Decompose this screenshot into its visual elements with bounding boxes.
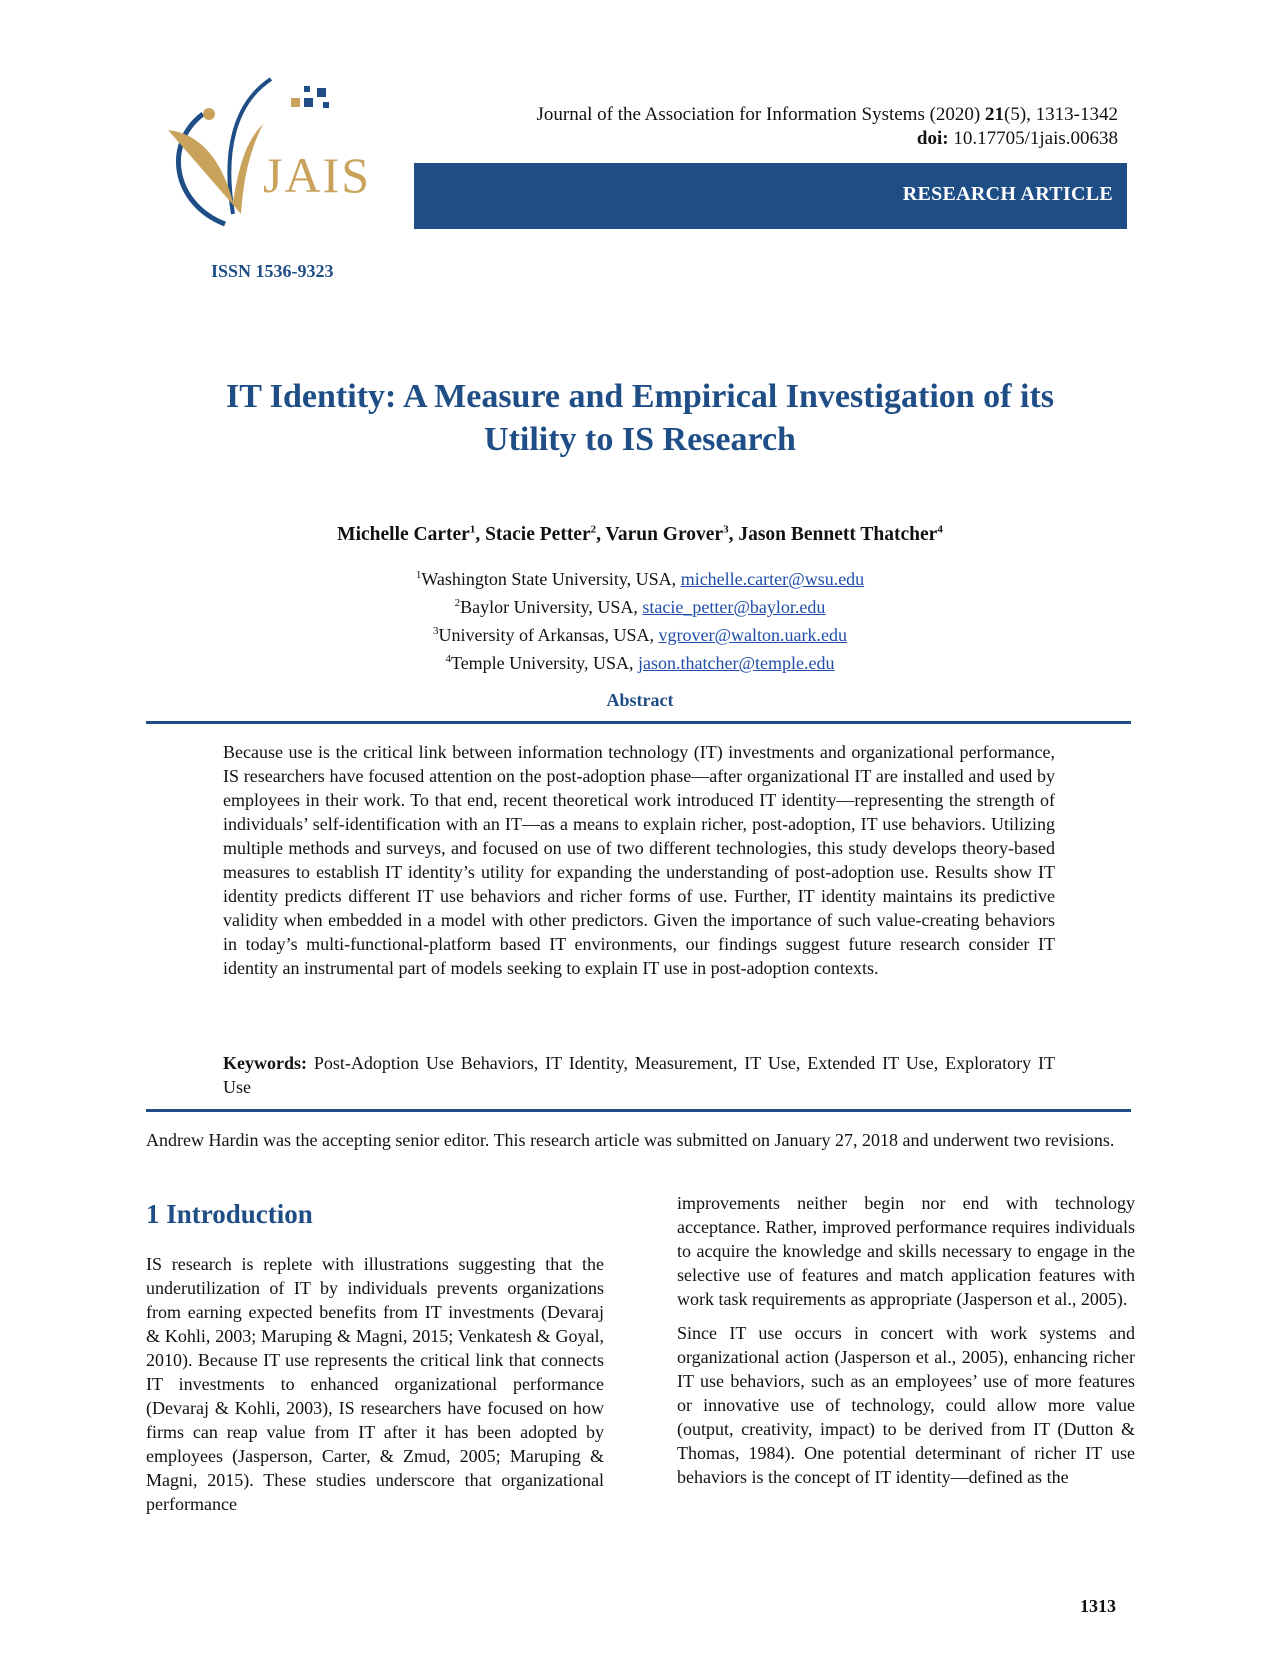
author: Varun Grover$^3$, [605, 523, 739, 545]
keywords: Keywords: Post-Adoption Use Behaviors, IT Identity, Measurement, IT Use, Extended IT Use, Exploratory IT Use [223, 1053, 1055, 1097]
affiliations [150, 563, 1130, 675]
article-type-banner [414, 163, 1127, 229]
jais-logo-mark [163, 74, 395, 234]
email-link[interactable]: michelle.carter@wsu.edu [680, 569, 865, 589]
affiliation: $^4$Temple University, USA, jason.thatcher@temple.edu [445, 653, 835, 673]
journal-citation: Journal of the Association for Information Systems (2020) 21(5), 1313-1342 [536, 104, 1118, 125]
editor-note: Andrew Hardin was the accepting senior editor. This research article was submitted on January 27, 2018 and underwent two revisions. [146, 1130, 1115, 1150]
email-link[interactable]: stacie_petter@baylor.edu [642, 597, 826, 617]
abstract-text: Because use is the critical link between information technology (IT) investments and organizational performance, IS researchers have focused attention on the post-adoption phase—after organizational IT are installed and used by employees in their work. To that end, recent theoretical work introduced IT identity—representing the strength of individuals’ self-identification with an IT—as a means to explain richer, post-adoption, IT use behaviors. Utilizing multiple methods and surveys, and focused on use of two different technologies, this study develops theory-based measures to establish IT identity’s utility for expanding the understanding of post-adoption use. Results show IT identity predicts different IT use behaviors and richer forms of use. Further, IT identity maintains its predictive validity when embedded in a model with other predictors. Given the importance of such value-creating behaviors in today’s multi-functional-platform based IT environments, our findings suggest future research consider IT identity an instrumental part of models seeking to explain IT use in post-adoption contexts. [223, 742, 1055, 978]
logo-text: JAIS [263, 147, 372, 203]
abstract-heading: Abstract [606, 690, 674, 710]
column-left [146, 1252, 604, 1526]
divider [146, 1109, 1131, 1112]
paragraph: improvements neither begin nor end with technology acceptance. Rather, improved performance requires individuals to acquire the knowledge and skills necessary to engage in the selective use of features and match application features with work task requirements as appropriate (Jasperson et al., 2005). [677, 1193, 1135, 1309]
author: Stacie Petter$^2$, [485, 523, 606, 545]
affiliation: $^2$Baylor University, USA, stacie_petter@baylor.edu [454, 597, 826, 617]
paragraph: IS research is replete with illustrations suggesting that the underutilization of IT by individuals prevents organizations from earning expected benefits from IT investments (Devaraj & Kohli, 2003; Maruping & Magni, 2015; Venkatesh & Goyal, 2010). Because IT use represents the critical link that connects IT investments to enhanced organizational performance (Devaraj & Kohli, 2003), IS researchers have focused on how firms can reap value from IT after it has been adopted by employees (Jasperson, Carter, & Zmud, 2005; Maruping & Magni, 2015). These studies underscore that organizational performance [146, 1254, 604, 1514]
email-link[interactable]: jason.thatcher@temple.edu [638, 653, 835, 673]
paragraph: Since IT use occurs in concert with work systems and organizational action (Jasperson et al., 2005), enhancing richer IT use behaviors, such as an employees’ use of more features or innovative use of technology, could allow more value (output, creativity, impact) to be derived from IT (Dutton & Thomas, 1984). One potential determinant of richer IT use behaviors is the concept of IT identity—defined as the [677, 1323, 1135, 1487]
author: Michelle Carter$^1$, [337, 523, 486, 545]
author-list [150, 523, 1130, 546]
section-heading: 1 Introduction [146, 1199, 313, 1229]
page-number: 1313 [1080, 1596, 1116, 1616]
email-link[interactable]: vgrover@walton.uark.edu [658, 625, 847, 645]
divider [146, 721, 1131, 724]
affiliation: $^1$Washington State University, USA, michelle.carter@wsu.edu [415, 569, 865, 589]
paper-title: IT Identity: A Measure and Empirical Investigation of its Utility to IS Research [225, 378, 1055, 458]
doi: doi: 10.17705/1jais.00638 [916, 128, 1118, 149]
jais-logo [163, 74, 395, 234]
article-type: RESEARCH ARTICLE [902, 183, 1113, 205]
affiliation: $^3$University of Arkansas, USA, vgrover@walton.uark.edu [432, 625, 847, 645]
author: Jason Bennett Thatcher$^4$ [738, 523, 943, 545]
issn: ISSN 1536-9323 [211, 261, 334, 281]
doi-link[interactable]: 10.17705/1jais.00638 [948, 128, 1118, 149]
column-right [677, 1191, 1135, 1499]
